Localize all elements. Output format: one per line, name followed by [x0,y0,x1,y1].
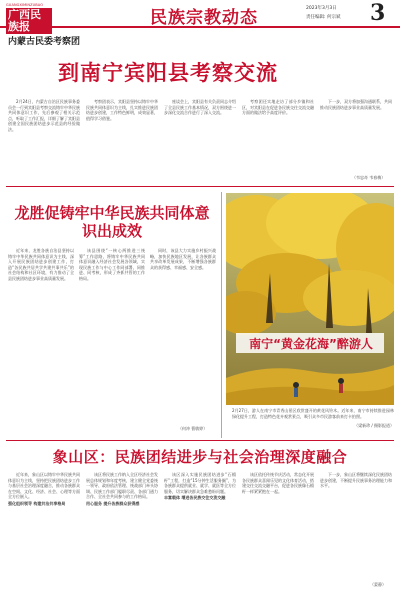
photo-title: 南宁“黄金花海”醉游人 [249,337,373,351]
masthead [0,0,400,33]
article2-paragraph: 近年来，龙胜各族自治县坚持以铸牢中华民族共同体意识为主线，深入开展民族团结进步创建工作，打造“各民族共居共学共建共事共乐”的社会结构和社区环境，有力推动了全县民族团结进步事业高质量发展。 [8,248,74,281]
article1-paragraph: 考察团还实地走访了部分乡镇和社区，对宾阳县在促进各民族交往交流交融方面的做法给予高度评价。 [242,99,314,116]
article3-paragraph: 下一步，象山区将继续深化民族团结进步创建，不断提升民族事务治理能力和水平。 [320,472,392,489]
article3-paragraph: 近年来，象山区以铸牢中华民族共同体意识为主线，坚持把民族团结进步工作与基层社会治理深度融合，推动各族群众在空间、文化、经济、社会、心理等方面全方位嵌入。 [8,472,80,500]
article3-subheading: 用心服务 提升各族群众获得感 [86,500,140,506]
article3-paragraph: 该区依托传统节庆活动，常态化开展各民族群众喜闻乐见的文化体育活动，搭建交往交流交融平台，促进各民族像石榴籽一样紧紧抱在一起。 [242,472,314,494]
newspaper-logo [6,3,52,33]
page-number: 3 [370,0,386,26]
article2-headline: 龙胜促铸牢中华民族共同体意识出成效 [14,204,210,240]
article3-headline: 象山区：民族团结进步与社会治理深度融合 [52,448,348,466]
golden-flower-photo [226,193,394,405]
article2-paragraph: 该县围绕“一核心两推进三统筹”工作思路，将铸牢中华民族共同体意识融入经济社会发展各领域，实现民族工作与中心工作同部署、同推进、同考核，形成了齐抓共管的工作格局。 [79,248,145,281]
article1-kicker: 内蒙古民委考察团 [8,37,81,47]
photo-credit: （梁新珍 / 摄影报道） [354,423,394,428]
article1-headline: 到南宁宾阳县考察交流 [58,61,278,85]
article1-paragraph: 考察团表示，宾阳县坚持以铸牢中华民族共同体意识为主线，扎实推进民族团结进步创建，工作特色鲜明，成效显著，值得学习借鉴。 [86,99,158,121]
issue-date: 2023年3月3日 [306,6,337,11]
article1-credit: （韦忠奇 韦春梅） [352,175,386,180]
article2-paragraph: 同时，该县大力实施乡村振兴战略，加快民族地区发展，让各族群众共享改革发展成果，不断增强各族群众的获得感、幸福感、安全感。 [150,248,216,270]
section-divider [6,186,394,187]
article2-credit: （何冲 曹敏婷） [178,426,208,431]
article3-column-2 [86,472,158,588]
section-title: 民族宗教动态 [150,8,258,28]
article3-column-1 [8,472,80,588]
issue-editor: 责任编辑: 何宗斌 [306,15,341,20]
flower-trees-illustration [226,193,394,405]
photo-caption-text: 2月27日，游人在南宁市青秀山景区欣赏盛开的黄花风铃木。近年来，南宁市持续推进园林绿化提升工程，打造特色花卉观赏景点，吸引众多市民游客前来打卡拍照。 [232,408,394,419]
column-divider [221,192,222,438]
photo-caption [232,408,394,429]
article1-column-4 [242,99,314,181]
logo-name: 广西民族报 [6,8,52,34]
article1-paragraph: 座谈会上，宾阳县有关负责同志介绍了全县民族工作基本情况，双方围绕进一步深化交流合作进行了深入交流。 [164,99,236,116]
article1-column-5 [320,99,392,173]
article3-column-5 [320,472,392,580]
article3-paragraph: 该区将民族工作纳入全区经济社会发展总体规划和年度考核，建立健全党委统一领导、政府依法管理、统战部门牵头协调、民族工作部门履职尽责、各部门通力合作、全社会共同参与的工作格局。 [86,472,158,500]
article1-paragraph: 下一步，双方将加强沟通联系，共同推动民族团结进步事业高质量发展。 [320,99,392,110]
article3-column-3 [164,472,236,588]
article2-column-1 [8,248,74,432]
article1-paragraph: 2月24日，内蒙古自治区民族事务委员会一行到宾阳县考察交流铸牢中华民族共同体意识工作，先后参观了相关示范点，听取了工作汇报，详细了解了宾阳县创建全国民族团结进步示范县的经验做法。 [8,99,80,132]
article3-paragraph: 该区深入实施民族团结进步“石榴籽”工程，打造“15分钟生活服务圈”，为各族群众提供就业、就学、就医等全方位服务，切实解决群众急难愁盼问题。 [164,472,236,494]
article3-subheading: 强化组织领导 构建共治共享格局 [8,500,66,506]
section-divider [6,440,394,441]
article2-column-3 [150,248,216,424]
article1-column-2 [86,99,158,181]
article2-column-2 [79,248,145,432]
article1-column-1 [8,99,80,181]
article3-column-4 [242,472,314,588]
article3-credit: （蒙静） [370,582,386,587]
logo-pinyin: GUANGXIMINZUBAO [6,3,44,7]
article1-column-3 [164,99,236,181]
article3-subheading: 丰富载体 增进各民族交往交流交融 [164,495,226,501]
